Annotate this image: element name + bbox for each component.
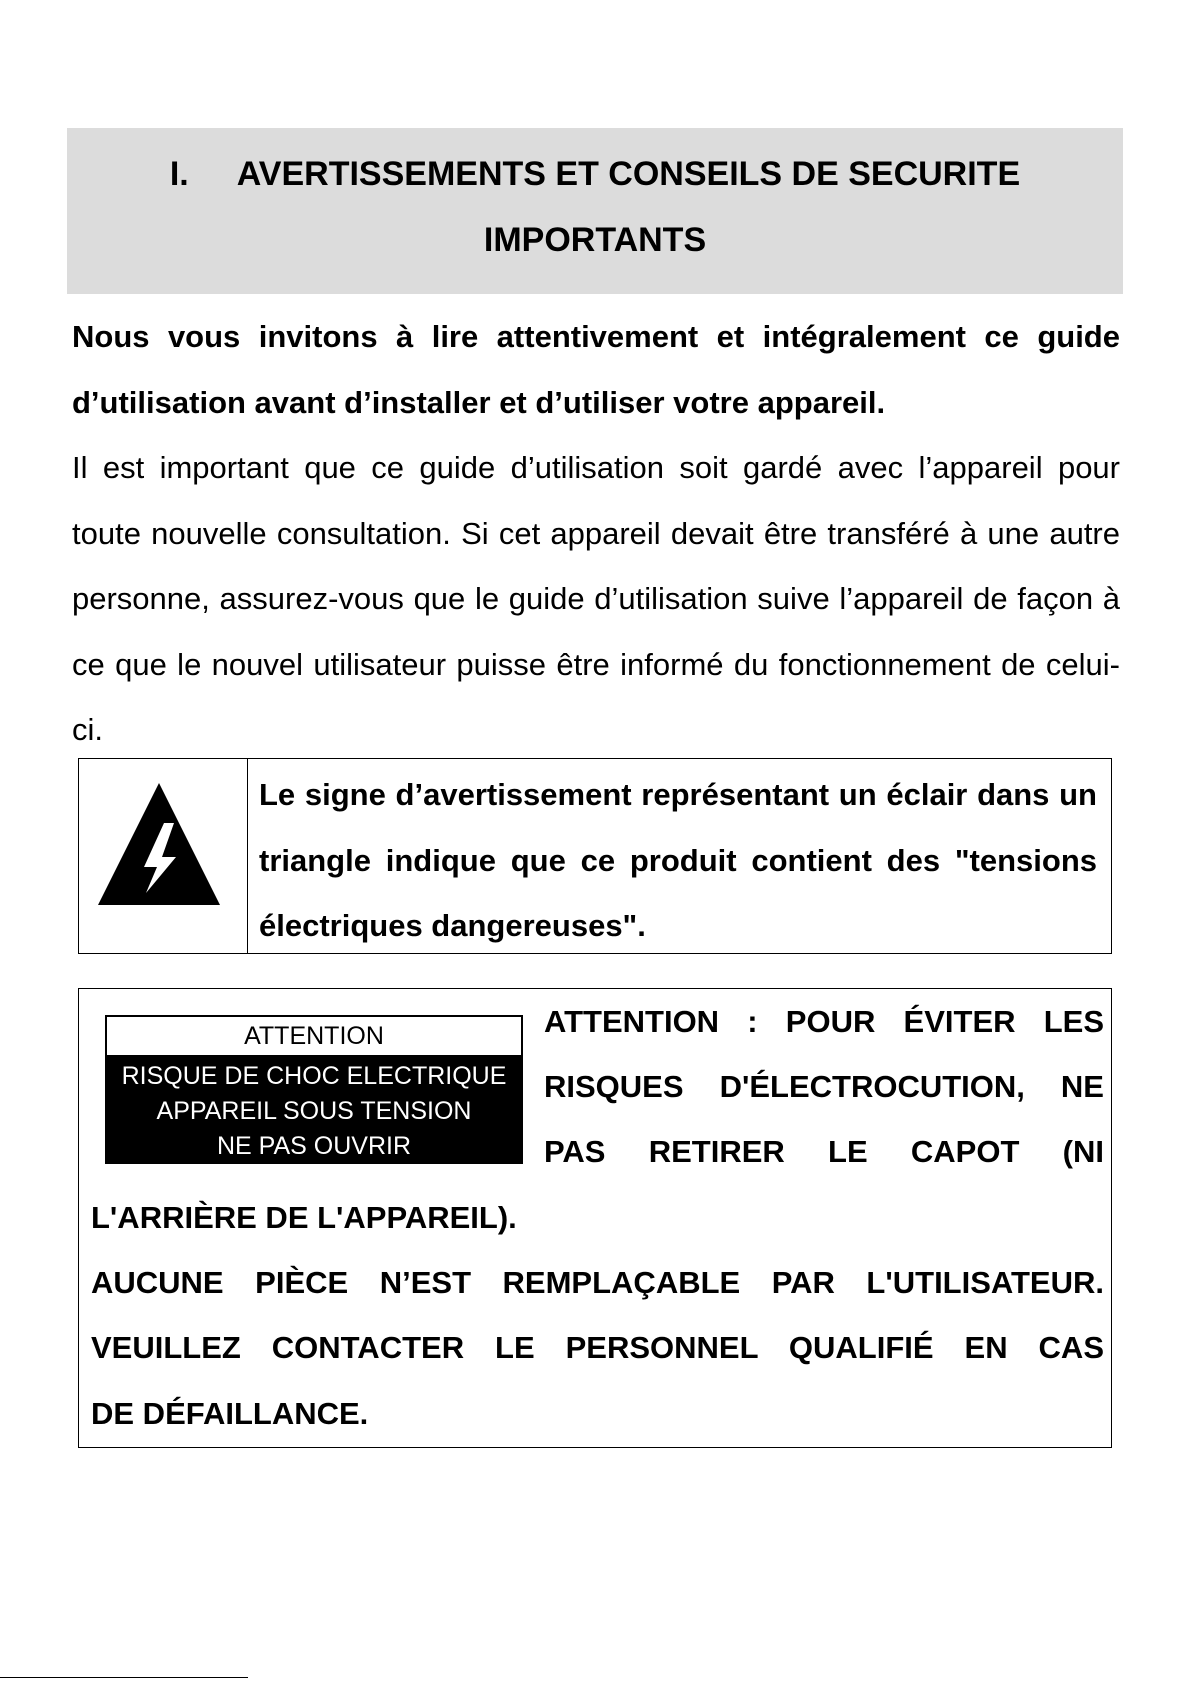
- section-title-line1: AVERTISSEMENTS ET CONSEILS DE SECURITE: [236, 155, 1021, 193]
- attention-text-line: PAS RETIRER LE CAPOT (NI: [544, 1134, 1104, 1169]
- attention-text-line: AUCUNE PIÈCE N’EST REMPLAÇABLE PAR L'UTILISATEUR.: [91, 1265, 1104, 1300]
- attention-text-line: VEUILLEZ CONTACTER LE PERSONNEL QUALIFIÉ EN CAS: [91, 1330, 1104, 1365]
- attention-text-line: DE DÉFAILLANCE.: [91, 1396, 369, 1431]
- attention-text-line: RISQUES D'ÉLECTROCUTION, NE: [544, 1069, 1104, 1104]
- attention-label: [105, 1015, 523, 1164]
- lightning-triangle-icon: [94, 779, 224, 909]
- attention-text-line: L'ARRIÈRE DE L'APPAREIL).: [91, 1200, 517, 1235]
- attention-label-line: RISQUE DE CHOC ELECTRIQUE: [121, 1062, 507, 1090]
- attention-label-header: ATTENTION: [107, 1017, 521, 1055]
- intro-paragraph: Il est important que ce guide d’utilisation soit gardé avec l’appareil pour toute nouvelle consultation. Si cet appareil devait être transféré à une autre personne, assurez-vous que le guide d’utilisation suive l’appareil de façon à ce que le nouvel utilisateur puisse être informé du fonctionnement de celui-ci.: [72, 450, 1120, 747]
- attention-label-line: APPAREIL SOUS TENSION: [156, 1097, 472, 1125]
- section-title-line2: IMPORTANTS: [483, 221, 707, 259]
- section-number: I.: [169, 155, 189, 193]
- section-heading: [67, 128, 1123, 294]
- attention-text-line: ATTENTION : POUR ÉVITER LES: [544, 1004, 1104, 1039]
- lightning-warning-box: [78, 758, 1112, 954]
- box-divider: [247, 759, 248, 953]
- footnote-rule: [0, 1677, 248, 1678]
- intro-bold-paragraph: Nous vous invitons à lire attentivement et intégralement ce guide d’utilisation avant d’installer et d’utiliser votre appareil.: [72, 319, 1120, 420]
- attention-warning-box: [78, 988, 1112, 1448]
- lightning-warning-text: Le signe d’avertissement représentant un éclair dans un triangle indique que ce produit contient des "tensions électriques dangereuses".: [259, 777, 1097, 943]
- attention-label-line: NE PAS OUVRIR: [216, 1132, 412, 1160]
